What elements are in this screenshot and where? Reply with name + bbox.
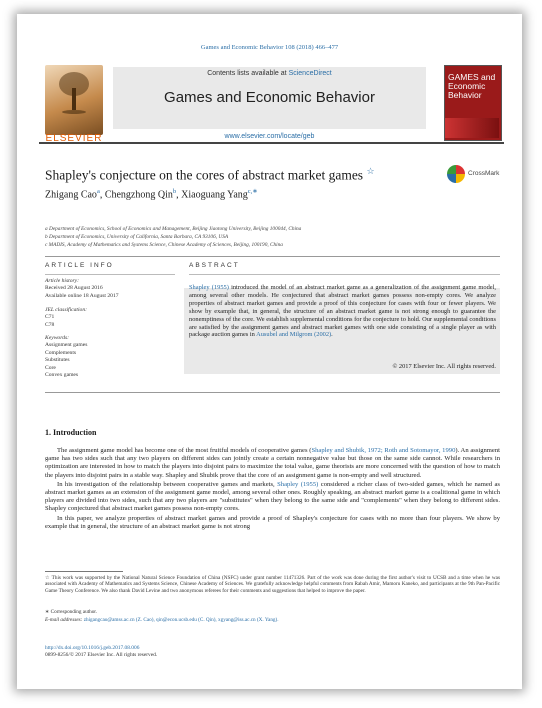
paragraph [45, 481, 500, 514]
article-title-text: Shapley's conjecture on the cores of abstract market games [45, 167, 364, 183]
author-affil-mark[interactable]: a [96, 188, 100, 195]
author-name: Zhigang Cao [45, 189, 97, 201]
publisher-name: ELSEVIER [45, 133, 103, 144]
crossmark-icon[interactable] [447, 165, 465, 183]
paragraph-text: In his investigation of the relationship between cooperative games and markets, [57, 480, 278, 488]
article-title [45, 166, 445, 184]
doi-link[interactable]: http://dx.doi.org/10.1016/j.geb.2017.08.006 [45, 645, 140, 651]
available-date: Available online 18 August 2017 [45, 292, 119, 299]
keywords-label: Keywords: [45, 335, 70, 341]
journal-cover-band [445, 118, 499, 138]
footnote-rule [45, 571, 123, 572]
jel-code: C78 [45, 321, 55, 328]
citation-link[interactable]: Shapley and Shubik, 1972; Roth and Sotomayor, 1990 [311, 447, 456, 454]
keyword: Substitutes [45, 357, 70, 364]
issn-line: 0899-8256/© 2017 Elsevier Inc. All rights reserved. [45, 652, 158, 658]
corresponding-footnote: ∗ Corresponding author. [45, 609, 98, 615]
article-history [45, 278, 180, 300]
article-info-heading: ARTICLE INFO [45, 262, 114, 269]
paragraph-text: considered a richer class of two-sided games, which he named as abstract market games as an extension of the assignment game model, among several other ones. Roughly speaking, an abstract market game is a coalitional game in which players are divided into two sides, such that any two players are "substitutes" when they belong to the same side and "complements" when they belong to different sides. Shapley conjectured that abstract market games possess non-empty cores. [45, 480, 500, 513]
received-date: Received 28 August 2016 [45, 285, 103, 292]
paragraph-text: The assignment game model has become one of the most fruitful models of cooperative games ( [57, 447, 312, 454]
paragraph-text: ). An assignment game has two sides such that any two players on different sides can jointly create a certain nonnegative value but those on the same side cannot. While researchers in optimization are interested in how to match the players into disjoint pairs to maximize the total value, game theorists are more concerned with the question of how to match the players into disjoint pairs in a stable way. Shapley and Shubik prove that the core of an assignment game is non-empty and well structured. [45, 447, 500, 479]
citation-link[interactable]: Ausubel and Milgrom (2002) [256, 331, 332, 339]
title-footnote-mark[interactable]: ☆ [366, 166, 375, 176]
author-affil-mark[interactable]: b [172, 188, 177, 195]
journal-name: Games and Economic Behavior [164, 89, 375, 106]
divider [45, 392, 500, 393]
email-label: E-mail addresses: [45, 617, 84, 623]
affiliation: c MADIS, Academy of Mathematics and Systems Science, Chinese Academy of Sciences, Beijing, 100190, China [45, 242, 283, 248]
abstract-end: . [331, 331, 333, 339]
keyword: Complements [45, 349, 77, 356]
abstract-copyright: © 2017 Elsevier Inc. All rights reserved. [392, 363, 496, 370]
keyword: Core [45, 364, 56, 371]
email-footnote [45, 617, 500, 623]
affiliation: b Department of Economics, University of California, Santa Barbara, CA 93106, USA [45, 234, 229, 240]
history-label: Article history: [45, 278, 80, 284]
keywords [45, 335, 180, 379]
sciencedirect-link[interactable]: ScienceDirect [288, 70, 332, 77]
divider [189, 274, 500, 275]
author-name: Chengzhong Qin [104, 189, 173, 201]
jel-label: JEL classification: [45, 307, 88, 313]
crossmark-label[interactable]: CrossMark [468, 170, 500, 177]
author-name: Xiaoguang Yang [181, 189, 248, 201]
divider [45, 256, 500, 257]
author-affil-mark[interactable]: c,∗ [247, 188, 258, 195]
journal-url-link[interactable]: www.elsevier.com/locate/geb [224, 133, 315, 140]
paragraph: In this paper, we analyze properties of abstract market games and provide a proof of Shapley's conjecture for cases with no more than four players. We show by example that in general, the structure of an abstract market game is not strong [45, 514, 500, 530]
abstract-body: introduced the model of an abstract market game as a generalization of the assignment game model, among several other models. He conjectured that abstract market games possess non-empty cores. We analyze properties of abstract market games and provide a proof of this conjecture for cases with four or fewer players. We show by example that, in general, the structure of an abstract market game is not strong enough to guarantee the nonemptiness of the core. We establish supplemental conditions for the conjecture to hold. Our supplemental conditions are satisfied by the assignment games and abstract market games with one side consisting of a single player as with package auction games in [189, 284, 496, 339]
contents-line [113, 70, 426, 77]
author-list: Zhigang Cao$^a$, Chengzhong Qin$^b$, Xiaoguang Yang$^{c,∗}$ [45, 188, 258, 201]
introduction-body [45, 447, 500, 532]
elsevier-tree-icon [57, 70, 91, 114]
divider [45, 274, 175, 275]
affiliation: a Department of Economics, School of Economics and Management, Beijing Jiaotong University, Beijing 100044, China [45, 226, 302, 232]
keyword: Convex games [45, 372, 79, 379]
section-heading: 1. Introduction [45, 428, 97, 437]
paragraph [45, 447, 500, 480]
abstract-text [189, 284, 496, 339]
funding-footnote: ☆ This work was supported by the National Natural Science Foundation of China (NSFC) under grant number 11471326. Part of the work was done during the first author's visit to UCSB and a time when he was associated with Academy of Mathematics and Systems Science, Chinese Academy of Sciences. We gratefully acknowledge helpful comments from Rabah Amir, Mamoru Kaneko, and participants at the 9th Pan-Pacific Game Theory Conference. We also thank David Levine and two anonymous referees for their comments and suggestions that helped to improve the paper. [45, 575, 500, 594]
jel-code: C71 [45, 314, 55, 321]
journal-reference[interactable]: Games and Economic Behavior 108 (2018) 466–477 [200, 44, 339, 51]
paper-page [17, 14, 522, 689]
abstract-heading: ABSTRACT [189, 262, 240, 269]
jel-classification [45, 307, 180, 329]
journal-cover-title: GAMES and Economic Behavior [448, 72, 496, 100]
citation-link[interactable]: Shapley (1955) [189, 284, 229, 291]
citation-link[interactable]: Shapley (1955) [277, 480, 319, 488]
keyword: Assignment games [45, 342, 88, 349]
email-links[interactable]: zhigangcao@amss.ac.cn (Z. Cao), qin@econ.ucsb.edu (C. Qin), xgyang@iss.ac.cn (X. Yang). [83, 617, 279, 623]
contents-prefix: Contents lists available at [207, 70, 289, 77]
